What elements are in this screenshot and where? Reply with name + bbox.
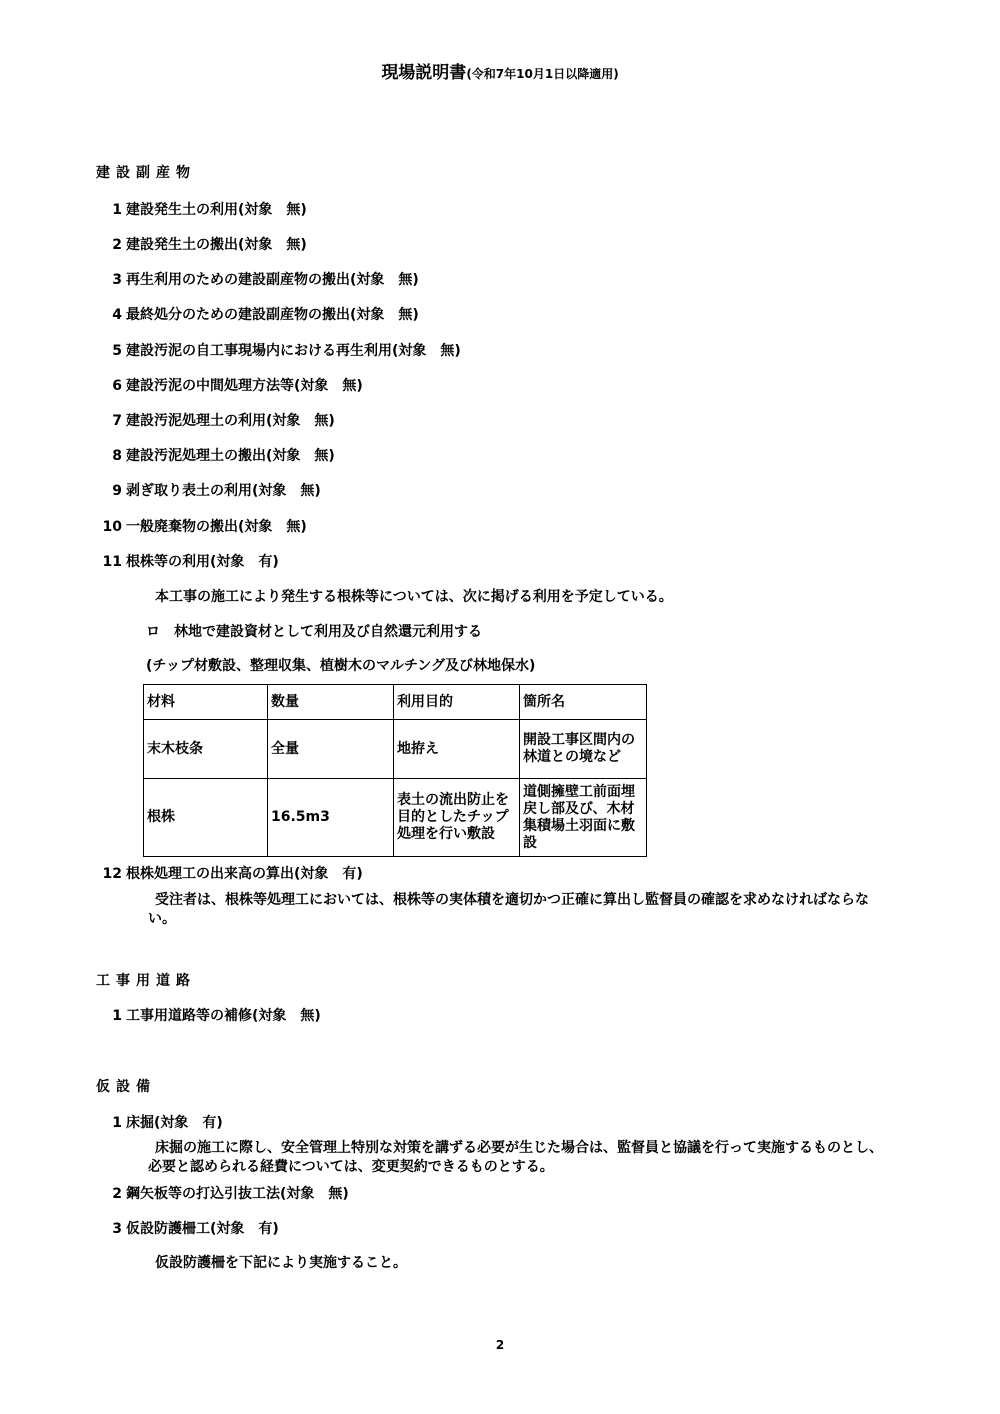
table-cell: 16.5m3 <box>268 779 394 857</box>
list-item <box>100 482 321 500</box>
item-text: 建設発生土の利用(対象 無) <box>126 202 307 218</box>
table-cell: 根株 <box>144 779 268 857</box>
list-item <box>100 1220 279 1238</box>
item-number: 5 <box>112 343 122 359</box>
list-item <box>100 447 335 465</box>
floor-excavation-paragraph: 床掘の施工に際し、安全管理上特別な対策を講ずる必要が生じた場合は、監督員と協議を行って実施するものとし、必要と認められる経費については、変更契約できるものとする。 <box>148 1140 883 1175</box>
list-item <box>100 377 363 395</box>
item11-note: (チップ材敷設、整理収集、植樹木のマルチング及び林地保水) <box>146 658 536 674</box>
item-number: 3 <box>112 1221 122 1237</box>
item-number: 8 <box>112 448 122 464</box>
item-number: 11 <box>102 554 122 570</box>
list-item <box>100 1114 223 1132</box>
page-number: 2 <box>495 1338 505 1352</box>
item11-paragraph: 本工事の施工により発生する根株等については、次に掲げる利用を予定している。 <box>155 589 673 605</box>
list-item <box>100 201 307 219</box>
item-text: 工事用道路等の補修(対象 無) <box>126 1008 321 1024</box>
materials-table <box>143 684 647 857</box>
item-text: 建設汚泥の中間処理方法等(対象 無) <box>126 378 363 394</box>
item-text: 鋼矢板等の打込引抜工法(対象 無) <box>126 1186 349 1202</box>
item-text: 根株処理工の出来高の算出(対象 有) <box>126 866 363 882</box>
list-item <box>100 271 419 289</box>
table-cell: 表土の流出防止を目的としたチップ処理を行い敷設 <box>394 779 520 857</box>
item-number: 7 <box>112 413 122 429</box>
list-item <box>100 518 307 536</box>
page-title <box>0 64 1000 83</box>
title-subtitle: (令和7年10月1日以降適用) <box>466 67 619 81</box>
item-text: 再生利用のための建設副産物の搬出(対象 無) <box>126 272 419 288</box>
list-item <box>100 1007 321 1025</box>
section-heading-temporary: 仮設備 <box>96 1079 156 1095</box>
item-number: 2 <box>112 1186 122 1202</box>
item-number: 1 <box>112 1115 122 1131</box>
item-text: 根株等の利用(対象 有) <box>126 554 279 570</box>
item-number: 1 <box>112 202 122 218</box>
table-row <box>144 720 647 779</box>
item-number: 3 <box>112 272 122 288</box>
list-item <box>100 1185 349 1203</box>
list-item <box>100 236 307 254</box>
item-text: 剥ぎ取り表土の利用(対象 無) <box>126 483 321 499</box>
item12-paragraph: 受注者は、根株等処理工においては、根株等の実体積を適切かつ正確に算出し監督員の確認を求めなければならない。 <box>148 892 869 927</box>
list-item <box>100 342 461 360</box>
item-number: 9 <box>112 483 122 499</box>
item-text: 建設汚泥処理土の利用(対象 無) <box>126 413 335 429</box>
list-item <box>100 865 363 883</box>
table-cell: 開設工事区間内の林道との境など <box>520 720 647 779</box>
section-heading-byproducts: 建設副産物 <box>96 165 196 181</box>
table-header-cell: 箇所名 <box>520 685 647 720</box>
item-text: 建設汚泥処理土の搬出(対象 無) <box>126 448 335 464</box>
table-cell: 地拵え <box>394 720 520 779</box>
list-item <box>100 306 419 324</box>
item11-option: ロ 林地で建設資材として利用及び自然還元利用する <box>146 624 482 640</box>
table-cell: 道側擁壁工前面埋戻し部及び、木材集積場土羽面に敷設 <box>520 779 647 857</box>
item-text: 最終処分のための建設副産物の搬出(対象 無) <box>126 307 419 323</box>
table-header-cell: 利用目的 <box>394 685 520 720</box>
table-row <box>144 779 647 857</box>
item-number: 12 <box>102 866 122 882</box>
table-header-cell: 材料 <box>144 685 268 720</box>
list-item <box>100 412 335 430</box>
item-number: 10 <box>102 519 122 535</box>
item-number: 4 <box>112 307 122 323</box>
table-header-cell: 数量 <box>268 685 394 720</box>
section-heading-roads: 工事用道路 <box>96 973 196 989</box>
item-text: 床掘(対象 有) <box>126 1115 223 1131</box>
table-cell: 末木枝条 <box>144 720 268 779</box>
item-number: 6 <box>112 378 122 394</box>
item-text: 建設発生土の搬出(対象 無) <box>126 237 307 253</box>
list-item <box>100 553 279 571</box>
fence-paragraph: 仮設防護柵を下記により実施すること。 <box>155 1255 407 1271</box>
item-number: 2 <box>112 237 122 253</box>
item-text: 仮設防護柵工(対象 有) <box>126 1221 279 1237</box>
table-cell: 全量 <box>268 720 394 779</box>
item-text: 建設汚泥の自工事現場内における再生利用(対象 無) <box>126 343 461 359</box>
table-header-row <box>144 685 647 720</box>
item-number: 1 <box>112 1008 122 1024</box>
item-text: 一般廃棄物の搬出(対象 無) <box>126 519 307 535</box>
title-main: 現場説明書 <box>381 63 467 83</box>
